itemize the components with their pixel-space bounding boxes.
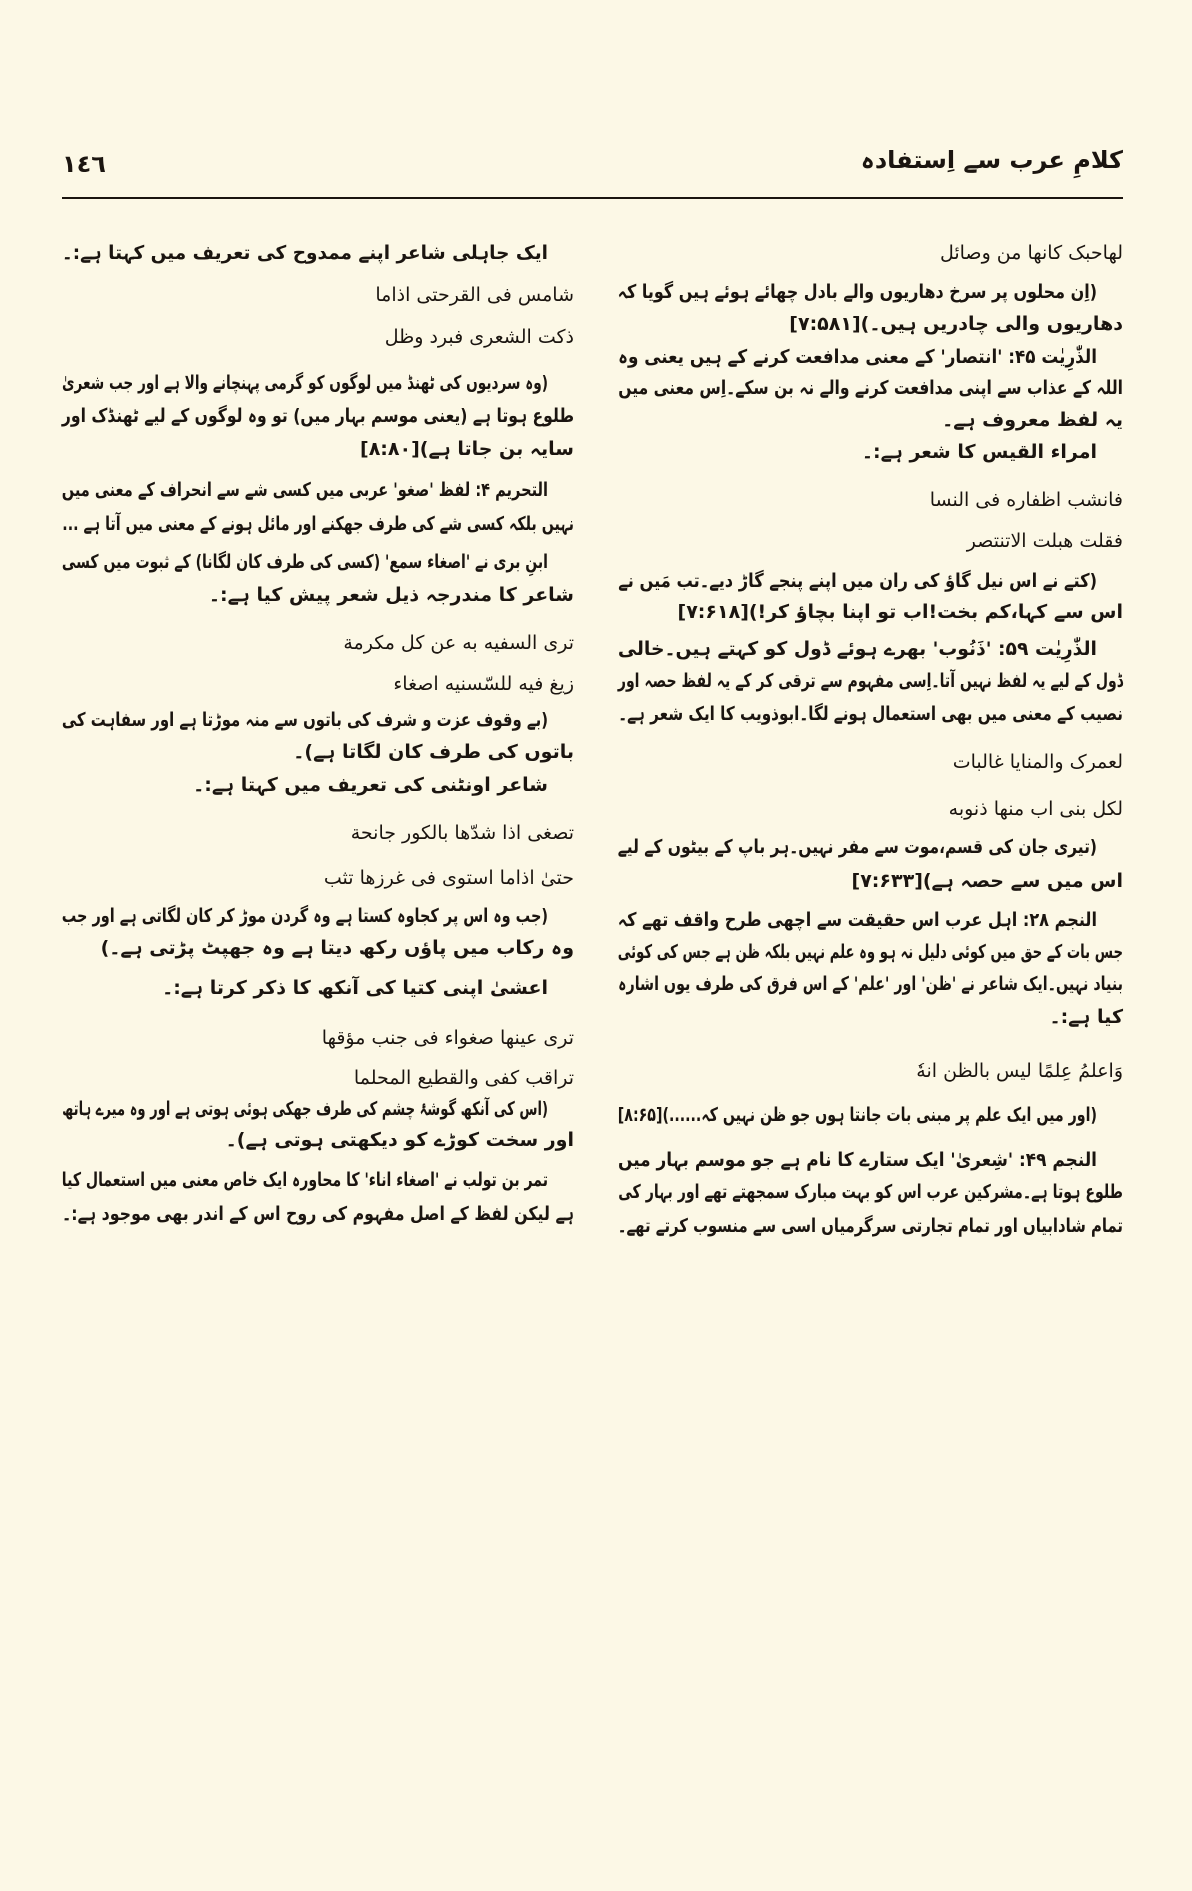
left-column bbox=[62, 0, 574, 1891]
text-line: ہے لیکن لفظ کے اصل مفہوم کی روح اس کے اندر بھی موجود ہے:۔ bbox=[62, 1203, 575, 1225]
text-line: طلوع ہوتا ہے (یعنی موسم بہار میں) تو وہ لوگوں کے لیے ٹھنڈک اور bbox=[61, 405, 574, 427]
text-line: جس بات کے حق میں کوئی دلیل نہ ہو وہ علم نہیں بلکہ ظن ہے جس کی کوئی bbox=[617, 941, 1123, 963]
text-line: کیا ہے:۔ bbox=[1049, 1006, 1123, 1028]
text-line: دھاریوں والی چادریں ہیں۔)[۷:۵۸۱] bbox=[789, 313, 1123, 335]
text-line: اللہ کے عذاب سے اپنی مدافعت کرنے والے نہ بن سکے۔اِس معنی میں bbox=[618, 377, 1123, 399]
text-line: (وہ سردیوں کی ٹھنڈ میں لوگوں کو گرمی پہنچانے والا ہے اور جب شعریٰ bbox=[61, 372, 548, 394]
text-line: الذّٰرِیٰت ۴۵: 'انتصار' کے معنی مدافعت کرنے کے ہیں یعنی وہ bbox=[618, 346, 1097, 368]
text-line: اس سے کہا،کم بخت!اب تو اپنا بچاؤ کر!)[۷:۶۱۸] bbox=[677, 601, 1123, 623]
verse-line: تری عینها صغواء فی جنب مؤقها bbox=[321, 1027, 574, 1049]
text-line: تمام شادابیاں اور تمام تجارتی سرگرمیاں اسی سے منسوب کرتے تھے۔ bbox=[617, 1215, 1123, 1237]
text-line: (بے وقوف عزت و شرف کی باتوں سے منہ موڑتا ہے اور سفاہت کی bbox=[61, 709, 548, 731]
chapter-title: کلامِ عرب سے اِستفادہ bbox=[860, 146, 1123, 174]
right-column bbox=[618, 0, 1123, 1891]
verse-line: حتیٰ اذاما استوی فی غرزها تثب bbox=[323, 867, 574, 889]
text-line: (کتے نے اس نیل گاؤ کی ران میں اپنے پنجے گاڑ دیے۔تب مَیں نے bbox=[618, 570, 1097, 592]
text-line: امراء القیس کا شعر ہے:۔ bbox=[861, 441, 1097, 463]
page-number: ١٤٦ bbox=[62, 150, 106, 178]
text-line: (اس کی آنکھ گوشۂ چشم کی طرف جھکی ہوئی ہوتی ہے اور وہ میرے ہاتھ bbox=[62, 1098, 548, 1120]
verse-line: وَاعلمُ عِلمًا لیس بالظن انهٗ bbox=[916, 1060, 1123, 1082]
verse-line: لهاحبک کانها من وصائل bbox=[939, 242, 1123, 264]
text-line: نہیں بلکہ کسی شے کی طرف جھکنے اور مائل ہونے کے معنی میں آتا ہے ... bbox=[62, 513, 574, 535]
text-line: (تیری جان کی قسم،موت سے مفر نہیں۔ہر باپ کے بیٹوں کے لیے bbox=[617, 836, 1097, 858]
verse-line: فقلت هبلت الاتنتصر bbox=[966, 530, 1123, 552]
verse-line: تراقب کفی والقطیع المحلما bbox=[353, 1067, 574, 1089]
text-line: شاعر اونٹنی کی تعریف میں کہتا ہے:۔ bbox=[193, 774, 548, 796]
text-line: النجم ۲۸: اہل عرب اس حقیقت سے اچھی طرح واقف تھے کہ bbox=[617, 909, 1097, 931]
text-line: باتوں کی طرف کان لگاتا ہے)۔ bbox=[293, 741, 574, 763]
verse-line: تصغی اذا شدّها بالکور جانحة bbox=[350, 822, 574, 844]
text-line: یہ لفظ معروف ہے۔ bbox=[942, 409, 1123, 431]
text-line: التحریم ۴: لفظ 'صغو' عربی میں کسی شے سے انحراف کے معنی میں bbox=[61, 479, 548, 501]
verse-line: فانشب اظفاره فی النسا bbox=[929, 489, 1123, 511]
text-line: (جب وہ اس پر کجاوہ کستا ہے وہ گردن موڑ کر کان لگاتی ہے اور جب bbox=[61, 905, 548, 927]
text-line: سایہ بن جاتا ہے)[۸:۸۰] bbox=[360, 438, 574, 460]
verse-line: زیغ فیه للسّسنیه اصغاء bbox=[393, 673, 574, 695]
text-line: اور سخت کوڑے کو دیکھتی ہوتی ہے)۔ bbox=[225, 1129, 574, 1151]
text-line: الذّٰرِیٰت ۵۹: 'ذَنُوب' بھرے ہوئے ڈول کو کہتے ہیں۔خالی bbox=[617, 638, 1097, 660]
text-line: (اِن محلوں پر سرخ دھاریوں والے بادل چھائے ہوئے ہیں گویا کہ bbox=[617, 281, 1097, 303]
verse-line: ذکت الشعری فبرد وظل bbox=[384, 326, 574, 348]
verse-line: شامس فی القرحتی اذاما bbox=[375, 284, 574, 306]
text-line: ایک جاہلی شاعر اپنے ممدوح کی تعریف میں کہتا ہے:۔ bbox=[61, 242, 549, 264]
verse-line: تری السفیه به عن کل مکرمة bbox=[343, 632, 574, 654]
verse-line: لعمرک والمنایا غالبات bbox=[952, 751, 1123, 773]
text-line: (اور میں ایک علم پر مبنی بات جانتا ہوں جو ظن نہیں کہ......)[۸:۶۵] bbox=[617, 1104, 1097, 1126]
verse-line: لکل بنی اب منها ذنوبه bbox=[948, 798, 1123, 820]
text-line: اس میں سے حصہ ہے)[۷:۶۳۳] bbox=[851, 870, 1123, 892]
text-line: وہ رکاب میں پاؤں رکھ دیتا ہے وہ جھپٹ پڑتی ہے۔) bbox=[100, 937, 574, 959]
text-line: طلوع ہوتا ہے۔مشرکین عرب اس کو بہت مبارک سمجھتے تھے اور بہار کی bbox=[618, 1181, 1123, 1203]
text-line: شاعر کا مندرجہ ذیل شعر پیش کیا ہے:۔ bbox=[208, 584, 574, 606]
text-line: النجم ۴۹: 'شِعریٰ' ایک ستارے کا نام ہے جو موسم بہار میں bbox=[617, 1149, 1097, 1171]
text-line: ڈول کے لیے یہ لفظ نہیں آتا۔اِسی مفہوم سے ترقی کر کے یہ لفظ حصہ اور bbox=[617, 670, 1123, 692]
text-line: بنیاد نہیں۔ایک شاعر نے 'ظن' اور 'علم' کے اس فرق کی طرف یوں اشارہ bbox=[618, 973, 1123, 995]
text-line: تمر بن تولب نے 'اصغاء اناء' کا محاورہ ایک خاص معنی میں استعمال کیا bbox=[61, 1169, 548, 1191]
text-line: ابنِ بری نے 'اصغاء سمع' (کسی کی طرف کان لگانا) کے ثبوت میں کسی bbox=[61, 551, 549, 573]
text-line: اعشیٰ اپنی کتیا کی آنکھ کا ذکر کرتا ہے:۔ bbox=[162, 977, 548, 999]
text-line: نصیب کے معنی میں بھی استعمال ہونے لگا۔ابوذویب کا ایک شعر ہے۔ bbox=[618, 703, 1123, 725]
